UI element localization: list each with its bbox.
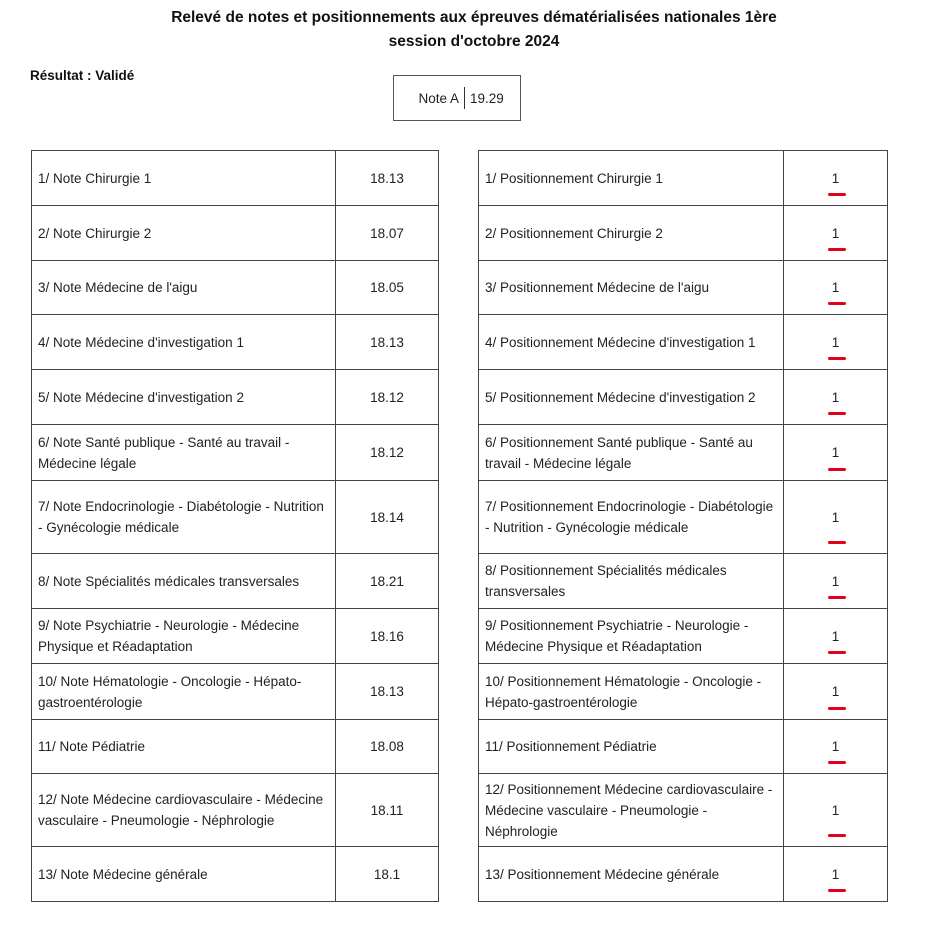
- note-row: [32, 206, 439, 261]
- position-row-label: 4/ Positionnement Médecine d'investigation 1: [479, 315, 784, 370]
- note-row: [32, 151, 439, 206]
- red-underline-mark: [828, 357, 846, 360]
- note-a-box: [393, 75, 521, 121]
- red-underline-mark: [828, 468, 846, 471]
- note-row: [32, 261, 439, 315]
- position-row-value-text: 1: [831, 684, 840, 699]
- note-row: [32, 315, 439, 370]
- red-underline-mark: [828, 707, 846, 710]
- position-row: [479, 664, 888, 720]
- note-row-value-text: 18.13: [370, 170, 404, 186]
- red-underline-mark: [828, 834, 846, 837]
- note-row-value-text: 18.14: [370, 509, 404, 525]
- note-row-label: 3/ Note Médecine de l'aigu: [32, 261, 336, 315]
- note-row: [32, 609, 439, 664]
- position-row-value: [784, 554, 888, 609]
- position-row-label: 2/ Positionnement Chirurgie 2: [479, 206, 784, 261]
- note-row-value: [336, 481, 439, 554]
- red-underline-mark: [828, 889, 846, 892]
- position-row-value-text: 1: [831, 170, 840, 186]
- position-row-value-text: 1: [831, 509, 840, 525]
- note-row-label: 5/ Note Médecine d'investigation 2: [32, 370, 336, 425]
- red-underline-mark: [828, 541, 846, 544]
- red-underline-mark: [828, 761, 846, 764]
- position-row-value-text: 1: [831, 739, 840, 754]
- note-row-label: 8/ Note Spécialités médicales transversales: [32, 554, 336, 609]
- note-row: [32, 554, 439, 609]
- note-a-label: Note A: [418, 90, 459, 106]
- note-row: [32, 481, 439, 554]
- position-row-label: 13/ Positionnement Médecine générale: [479, 847, 784, 902]
- red-underline-mark: [828, 193, 846, 196]
- position-row-label: 7/ Positionnement Endocrinologie - Diabétologie - Nutrition - Gynécologie médicale: [479, 481, 784, 554]
- note-row-value-text: 18.12: [370, 445, 404, 460]
- positions-table: [478, 150, 888, 902]
- position-row: [479, 774, 888, 847]
- position-row-value-text: 1: [831, 866, 840, 882]
- position-row-label: 9/ Positionnement Psychiatrie - Neurologie - Médecine Physique et Réadaptation: [479, 609, 784, 664]
- note-row-value-text: 18.08: [370, 739, 404, 754]
- position-row-value: [784, 206, 888, 261]
- notes-table: [31, 150, 439, 902]
- position-row-value: [784, 847, 888, 902]
- position-row: [479, 847, 888, 902]
- position-row: [479, 425, 888, 481]
- result-status: Résultat : Validé: [30, 68, 135, 83]
- red-underline-mark: [828, 596, 846, 599]
- position-row: [479, 481, 888, 554]
- position-row-label: 12/ Positionnement Médecine cardiovasculaire - Médecine vasculaire - Pneumologie - Néphrologie: [479, 774, 784, 847]
- position-row-value-text: 1: [831, 334, 840, 350]
- position-row: [479, 720, 888, 774]
- note-row-value-text: 18.05: [370, 280, 404, 295]
- title-line-1: Relevé de notes et positionnements aux épreuves dématérialisées nationales 1ère: [171, 9, 777, 26]
- position-row: [479, 554, 888, 609]
- note-row-label: 13/ Note Médecine générale: [32, 847, 336, 902]
- position-row-value-text: 1: [831, 280, 840, 295]
- note-row-value: [336, 315, 439, 370]
- position-row-value: [784, 774, 888, 847]
- note-row-value-text: 18.16: [370, 628, 404, 644]
- position-row-value-text: 1: [831, 628, 840, 644]
- note-row-label: 12/ Note Médecine cardiovasculaire - Médecine vasculaire - Pneumologie - Néphrologie: [32, 774, 336, 847]
- position-row-value: [784, 609, 888, 664]
- note-row: [32, 720, 439, 774]
- red-underline-mark: [828, 412, 846, 415]
- note-row-label: 9/ Note Psychiatrie - Neurologie - Médecine Physique et Réadaptation: [32, 609, 336, 664]
- position-row: [479, 370, 888, 425]
- note-row-label: 4/ Note Médecine d'investigation 1: [32, 315, 336, 370]
- position-row-value-text: 1: [831, 389, 840, 405]
- note-row: [32, 774, 439, 847]
- note-row-value-text: 18.1: [373, 866, 401, 882]
- note-row-value: [336, 370, 439, 425]
- position-row-label: 11/ Positionnement Pédiatrie: [479, 720, 784, 774]
- red-underline-mark: [828, 651, 846, 654]
- position-row-value: [784, 370, 888, 425]
- note-row-label: 1/ Note Chirurgie 1: [32, 151, 336, 206]
- red-underline-mark: [828, 302, 846, 305]
- note-row: [32, 425, 439, 481]
- note-row-value-text: 18.21: [370, 573, 404, 589]
- position-row-value: [784, 425, 888, 481]
- note-row-value-text: 18.13: [370, 684, 404, 699]
- note-row-value: [336, 261, 439, 315]
- note-row-value-text: 18.07: [370, 225, 404, 241]
- position-row-value: [784, 664, 888, 720]
- note-row: [32, 847, 439, 902]
- position-row-label: 5/ Positionnement Médecine d'investigation 2: [479, 370, 784, 425]
- position-row-value: [784, 315, 888, 370]
- position-row-value: [784, 481, 888, 554]
- position-row-label: 6/ Positionnement Santé publique - Santé au travail - Médecine légale: [479, 425, 784, 481]
- note-a-value: 19.29: [470, 90, 504, 106]
- position-row-value-text: 1: [831, 573, 840, 589]
- note-row-value: [336, 425, 439, 481]
- note-row-value-text: 18.12: [370, 389, 404, 405]
- note-row: [32, 370, 439, 425]
- note-row-label: 11/ Note Pédiatrie: [32, 720, 336, 774]
- position-row-value-text: 1: [831, 802, 840, 818]
- note-row-label: 2/ Note Chirurgie 2: [32, 206, 336, 261]
- note-row-value: [336, 720, 439, 774]
- red-underline-mark: [828, 248, 846, 251]
- position-row: [479, 206, 888, 261]
- position-row-value-text: 1: [831, 225, 840, 241]
- title-line-2: session d'octobre 2024: [388, 33, 560, 50]
- note-row-value: [336, 206, 439, 261]
- note-row-value: [336, 847, 439, 902]
- note-row-value: [336, 151, 439, 206]
- position-row-value: [784, 720, 888, 774]
- position-row-value: [784, 151, 888, 206]
- position-row-label: 10/ Positionnement Hématologie - Oncologie - Hépato-gastroentérologie: [479, 664, 784, 720]
- note-row: [32, 664, 439, 720]
- note-row-label: 7/ Note Endocrinologie - Diabétologie - Nutrition - Gynécologie médicale: [32, 481, 336, 554]
- position-row-value-text: 1: [831, 445, 840, 460]
- note-row-value: [336, 774, 439, 847]
- position-row-label: 3/ Positionnement Médecine de l'aigu: [479, 261, 784, 315]
- note-row-value: [336, 609, 439, 664]
- position-row-value: [784, 261, 888, 315]
- note-row-label: 6/ Note Santé publique - Santé au travail - Médecine légale: [32, 425, 336, 481]
- position-row: [479, 315, 888, 370]
- note-row-value-text: 18.13: [370, 334, 404, 350]
- page-title: [0, 6, 948, 54]
- position-row: [479, 609, 888, 664]
- position-row-label: 1/ Positionnement Chirurgie 1: [479, 151, 784, 206]
- note-row-label: 10/ Note Hématologie - Oncologie - Hépato-gastroentérologie: [32, 664, 336, 720]
- position-row-label: 8/ Positionnement Spécialités médicales transversales: [479, 554, 784, 609]
- position-row: [479, 151, 888, 206]
- position-row: [479, 261, 888, 315]
- note-row-value-text: 18.11: [370, 802, 404, 818]
- note-row-value: [336, 554, 439, 609]
- note-row-value: [336, 664, 439, 720]
